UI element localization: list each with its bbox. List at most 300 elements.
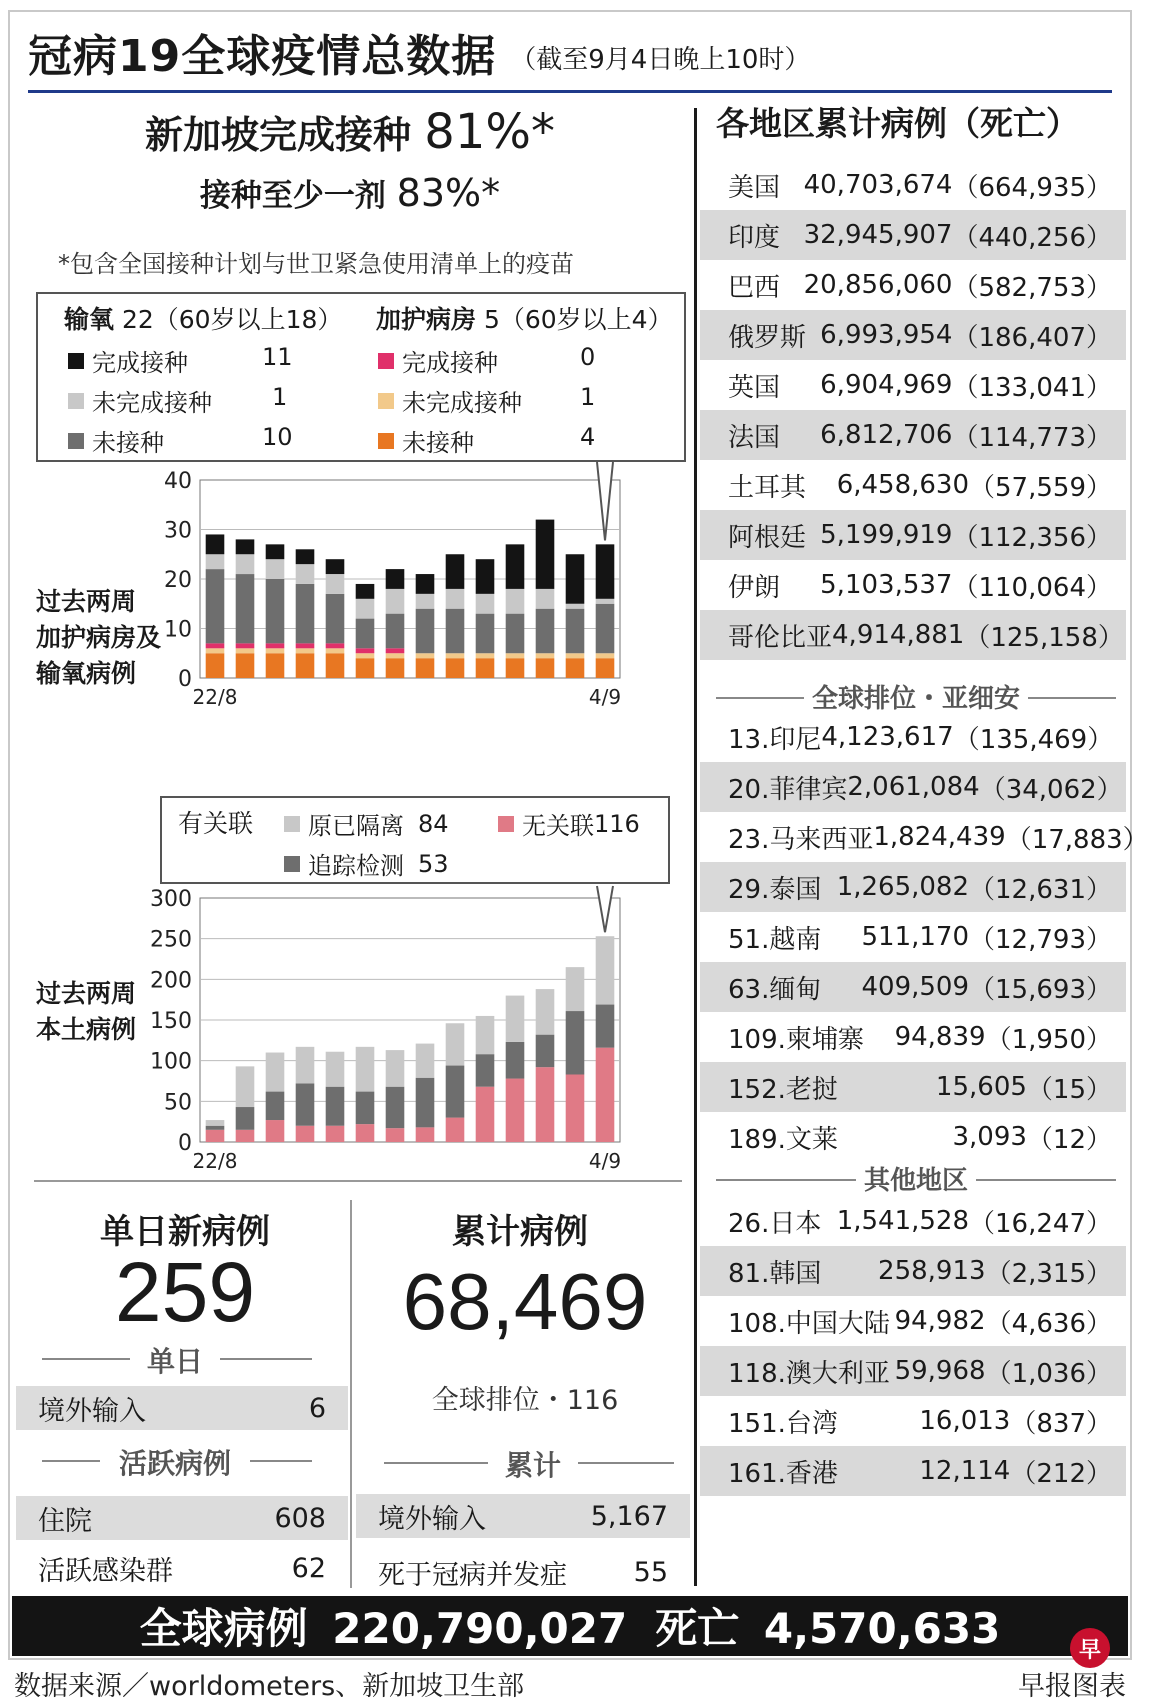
country-deaths: （12） [1026, 1124, 1112, 1155]
icu-legend-item [378, 423, 474, 458]
y-tick-label: 10 [164, 617, 192, 643]
vaccination-atleast-value: 83%* [396, 171, 501, 215]
bar-segment [236, 1130, 255, 1142]
country-deaths: （15） [1026, 1074, 1112, 1105]
y-tick-label: 0 [178, 667, 192, 692]
country-name: 118.澳大利亚 [728, 1358, 890, 1389]
country-name: 13.印尼 [728, 724, 822, 755]
country-deaths: （664,935） [952, 172, 1112, 203]
bar-segment [296, 564, 315, 584]
unlinked-legend-item [498, 806, 640, 841]
bar-segment [386, 653, 405, 658]
bar-segment [356, 653, 375, 658]
bar-segment [386, 1087, 405, 1128]
country-cases: 6,904,969 [820, 370, 953, 400]
local-chart [150, 886, 680, 1173]
row-value: 55 [633, 1556, 668, 1588]
country-name: 法国 [728, 422, 781, 453]
cumulative-section-head: 累计 [504, 1449, 561, 1482]
bar-segment [416, 1078, 435, 1128]
stats-divider [34, 1180, 682, 1182]
country-row [700, 1246, 1126, 1296]
bar-segment [506, 996, 525, 1042]
oxygen-detail: 22（60岁以上18） [121, 305, 343, 334]
bar-segment [536, 609, 555, 654]
legend-label: 未接种 [92, 429, 164, 457]
legend-swatch [284, 856, 300, 872]
bar-segment [416, 1127, 435, 1142]
country-name: 151.台湾 [728, 1408, 838, 1439]
y-tick-label: 40 [164, 469, 192, 494]
country-deaths: （135,469） [953, 724, 1114, 755]
bar-segment [506, 614, 525, 654]
asean-separator-text: 全球排位・亚细安 [804, 684, 1028, 714]
bar-segment [386, 614, 405, 649]
bar-segment [416, 658, 435, 678]
bar-segment [206, 1130, 225, 1142]
bar-segment [566, 653, 585, 658]
global-deaths-label: 死亡 [655, 1604, 740, 1653]
bar-segment [566, 554, 585, 604]
bar-segment [266, 579, 285, 643]
country-row [700, 310, 1126, 360]
country-cases: 1,824,439 [873, 822, 1006, 852]
country-row [700, 260, 1126, 310]
row-label: 境外输入 [38, 1395, 146, 1427]
hospital-row [16, 1496, 348, 1540]
country-name: 161.香港 [728, 1458, 838, 1489]
legend-value: 1 [580, 383, 596, 411]
vaccination-note: *包含全国接种计划与世卫紧急使用清单上的疫苗 [58, 250, 574, 278]
vaccination-full-value: 81%* [424, 104, 555, 160]
bar-segment [476, 1087, 495, 1142]
country-row [700, 410, 1126, 460]
country-deaths: （2,315） [985, 1258, 1112, 1289]
clusters-row [16, 1546, 348, 1590]
legend-value: 116 [594, 809, 640, 838]
y-tick-label: 150 [150, 1009, 192, 1034]
bar-segment [536, 989, 555, 1035]
country-name: 印度 [728, 222, 781, 253]
icu-legend-head [376, 300, 673, 336]
cumulative-rank: 全球排位・116 [431, 1385, 619, 1416]
section-line [42, 1460, 100, 1462]
bar-segment [356, 619, 375, 649]
bar-segment [566, 604, 585, 609]
country-name: 英国 [728, 372, 781, 403]
y-tick-label: 100 [150, 1049, 192, 1075]
bar-segment [266, 559, 285, 579]
x-tick-label: 4/9 [588, 1149, 622, 1173]
legend-value: 4 [580, 423, 596, 451]
country-cases: 1,265,082 [836, 872, 970, 902]
oxygen-legend-item [68, 343, 188, 378]
legend-label: 未接种 [402, 429, 474, 457]
daily-section-head: 单日 [146, 1345, 203, 1378]
country-cases: 409,509 [861, 972, 970, 1002]
country-name: 美国 [728, 172, 781, 203]
country-row [700, 712, 1126, 762]
bar-segment [236, 554, 255, 574]
country-row [700, 1062, 1126, 1112]
country-cases: 258,913 [878, 1256, 986, 1286]
bar-segment [596, 1005, 615, 1048]
bar-segment [356, 648, 375, 653]
bar-segment [446, 609, 465, 654]
bar-segment [536, 520, 555, 589]
bar-segment [536, 1067, 555, 1142]
country-deaths: （186,407） [952, 322, 1112, 353]
bar-segment [356, 584, 375, 599]
country-row [700, 510, 1126, 560]
legend-label: 原已隔离 [308, 812, 404, 840]
bar-segment [236, 653, 255, 678]
graphic-credit: 早报图表 [1018, 1671, 1126, 1702]
daily-value: 259 [114, 1245, 256, 1339]
country-name: 29.泰国 [728, 874, 822, 905]
oxygen-legend-item [68, 383, 212, 418]
bar-segment [476, 653, 495, 658]
bar-segment [476, 1016, 495, 1054]
country-name: 土耳其 [728, 472, 807, 503]
traced-legend-item [284, 846, 449, 881]
y-tick-label: 50 [164, 1090, 192, 1116]
row-value: 6 [308, 1392, 326, 1424]
row-value: 62 [291, 1552, 326, 1584]
bar-segment [206, 653, 225, 678]
bar-segment [476, 658, 495, 678]
bar-segment [446, 658, 465, 678]
row-value: 5,167 [590, 1500, 668, 1532]
bar-segment [326, 1052, 345, 1087]
legend-swatch [378, 353, 394, 369]
country-cases: 511,170 [861, 922, 970, 952]
global-deaths-value: 4,570,633 [763, 1604, 1001, 1653]
bar-segment [476, 559, 495, 594]
bar-segment [506, 658, 525, 678]
legend-swatch [68, 393, 84, 409]
callout-pointer [597, 462, 613, 540]
bar-segment [296, 549, 315, 564]
legend-swatch [284, 816, 300, 832]
bar-segment [296, 1083, 315, 1125]
bar-segment [266, 544, 285, 559]
country-cases: 5,199,919 [820, 520, 953, 550]
bar-segment [236, 1066, 255, 1107]
vaccination-atleast-label: 接种至少一剂 [199, 178, 386, 214]
country-deaths: （4,636） [985, 1308, 1112, 1339]
bar-segment [416, 609, 435, 654]
country-row [700, 460, 1126, 510]
bar-segment [446, 554, 465, 589]
country-cases: 12,114 [919, 1456, 1011, 1486]
bar-segment [356, 1092, 375, 1125]
bar-segment [386, 658, 405, 678]
bar-segment [476, 614, 495, 654]
bar-segment [266, 1053, 285, 1092]
bar-segment [446, 1023, 465, 1065]
country-cases: 5,103,537 [820, 570, 953, 600]
country-cases: 15,605 [935, 1072, 1027, 1102]
bar-segment [416, 594, 435, 609]
bar-segment [386, 569, 405, 589]
country-deaths: （440,256） [952, 222, 1112, 253]
country-deaths: （133,041） [952, 372, 1112, 403]
zaobao-logo: 早 [1070, 1628, 1110, 1668]
bar-segment [326, 1087, 345, 1126]
global-totals-bar [12, 1596, 1128, 1656]
country-cases: 40,703,674 [803, 170, 953, 200]
legend-label: 未完成接种 [402, 389, 522, 417]
bar-segment [206, 554, 225, 569]
bar-segment [536, 658, 555, 678]
row-value: 608 [274, 1502, 326, 1534]
country-row [700, 812, 1149, 862]
country-cases: 6,993,954 [820, 320, 953, 350]
legend-swatch [378, 393, 394, 409]
linked-label: 有关联 [178, 809, 254, 838]
country-deaths: （114,773） [952, 422, 1112, 453]
oxygen-legend-item [68, 423, 164, 458]
country-row [700, 1196, 1126, 1246]
vaccination-full-label: 新加坡完成接种 [145, 113, 412, 157]
country-name: 81.韩国 [728, 1258, 822, 1289]
row-label: 住院 [38, 1505, 92, 1537]
icu-detail: 5（60岁以上4） [483, 305, 673, 334]
country-name: 哥伦比亚 [728, 622, 833, 653]
bar-segment [566, 1074, 585, 1142]
bar-segment [356, 1047, 375, 1092]
bar-segment [536, 589, 555, 609]
bar-segment [536, 653, 555, 658]
country-name: 109.柬埔寨 [728, 1024, 864, 1055]
vaccination-atleast [0, 170, 700, 215]
deaths-row [356, 1550, 690, 1594]
country-row [700, 1012, 1126, 1062]
bar-segment [206, 648, 225, 653]
bar-segment [206, 643, 225, 648]
legend-value: 1 [272, 383, 288, 411]
bar-segment [206, 1126, 225, 1130]
cumulative-imported-row [356, 1494, 690, 1538]
country-deaths: （1,036） [985, 1358, 1112, 1389]
global-cases-value: 220,790,027 [332, 1604, 628, 1653]
bar-segment [506, 653, 525, 658]
quarantined-legend-item [284, 806, 449, 841]
bar-segment [446, 1066, 465, 1118]
bar-segment [356, 658, 375, 678]
bar-segment [596, 653, 615, 658]
icu-head: 加护病房 [376, 305, 477, 334]
bar-segment [206, 569, 225, 643]
bar-segment [326, 648, 345, 653]
country-deaths: （125,158） [964, 622, 1124, 653]
bar-segment [416, 1044, 435, 1078]
row-label: 境外输入 [378, 1503, 486, 1535]
global-cases [140, 1596, 628, 1656]
bar-segment [326, 653, 345, 678]
oxygen-head: 输氧 [64, 305, 115, 334]
icu-legend-item [378, 383, 522, 418]
legend-label: 完成接种 [402, 349, 498, 377]
bar-segment [236, 648, 255, 653]
country-name: 巴西 [728, 272, 781, 303]
bar-segment [536, 1035, 555, 1068]
country-name: 阿根廷 [728, 522, 807, 553]
country-row [700, 160, 1126, 210]
cumulative-value: 68,469 [402, 1257, 648, 1346]
bar-segment [446, 589, 465, 609]
section-line [42, 1358, 130, 1360]
chart-label-line: 输氧病例 [36, 659, 137, 688]
country-deaths: （12,793） [969, 924, 1112, 955]
chart-label-line: 过去两周 [36, 979, 137, 1008]
legend-swatch [378, 433, 394, 449]
country-row [700, 912, 1126, 962]
row-label: 活跃感染群 [38, 1555, 173, 1587]
bar-segment [596, 544, 615, 598]
country-cases: 2,061,084 [847, 772, 980, 802]
legend-label: 追踪检测 [308, 852, 404, 880]
country-deaths: （112,356） [952, 522, 1112, 553]
country-row [700, 1112, 1126, 1162]
country-row [700, 610, 1126, 660]
asean-separator [716, 678, 1116, 715]
legend-label: 完成接种 [92, 349, 188, 377]
icu-legend-item [378, 343, 498, 378]
legend-value: 84 [418, 809, 449, 838]
section-line [220, 1358, 312, 1360]
country-name: 23.马来西亚 [728, 824, 874, 855]
country-deaths: （1,950） [985, 1024, 1112, 1055]
y-tick-label: 20 [164, 568, 192, 593]
bar-segment [596, 1048, 615, 1142]
bar-segment [326, 1126, 345, 1142]
bar-segment [386, 1128, 405, 1142]
country-deaths: （212） [1010, 1458, 1112, 1489]
bar-segment [296, 643, 315, 648]
country-row [700, 360, 1126, 410]
country-cases: 4,914,881 [832, 620, 965, 650]
stats-column-divider [350, 1200, 352, 1588]
legend-label: 无关联 [522, 812, 594, 840]
y-tick-label: 0 [178, 1131, 192, 1156]
bar-segment [506, 544, 525, 589]
title-rule [28, 90, 1112, 93]
bar-segment [506, 1079, 525, 1142]
global-deaths [655, 1596, 1000, 1656]
bar-segment [566, 658, 585, 678]
x-tick-label: 22/8 [192, 1149, 238, 1173]
bar-segment [326, 643, 345, 648]
country-row [700, 862, 1126, 912]
country-name: 俄罗斯 [728, 322, 807, 353]
country-name: 152.老挝 [728, 1074, 838, 1105]
bar-segment [596, 658, 615, 678]
data-source: 数据来源／worldometers、新加坡卫生部 [14, 1671, 525, 1702]
bar-segment [416, 574, 435, 594]
country-cases: 94,982 [894, 1306, 986, 1336]
bar-segment [416, 653, 435, 658]
country-cases: 4,123,617 [821, 722, 954, 752]
bar-segment [296, 584, 315, 643]
country-cases: 20,856,060 [803, 270, 953, 300]
bar-segment [566, 1011, 585, 1074]
country-deaths: （34,062） [979, 774, 1123, 805]
country-cases: 94,839 [894, 1022, 986, 1052]
bar-segment [266, 653, 285, 678]
legend-value: 11 [262, 343, 293, 371]
bar-segment [566, 609, 585, 654]
country-cases: 6,458,630 [836, 470, 970, 500]
local-chart-label [36, 976, 136, 1048]
country-deaths: （15,693） [969, 974, 1112, 1005]
bar-segment [236, 539, 255, 554]
bar-segment [206, 1120, 225, 1126]
y-tick-label: 200 [150, 968, 192, 994]
legend-value: 0 [580, 343, 596, 371]
other-separator-text: 其他地区 [856, 1166, 976, 1196]
page-subtitle: （截至9月4日晚上10时） [510, 45, 811, 75]
bar-segment [266, 1092, 285, 1120]
country-cases: 59,968 [894, 1356, 986, 1386]
icu-chart-label [36, 584, 161, 692]
bar-segment [476, 594, 495, 614]
x-tick-label: 22/8 [192, 685, 238, 709]
daily-imported-row [16, 1386, 348, 1430]
bar-segment [596, 604, 615, 654]
bar-segment [476, 1054, 495, 1087]
bar-segment [266, 1120, 285, 1142]
country-row [700, 762, 1126, 812]
bar-segment [326, 559, 345, 574]
country-deaths: （582,753） [952, 272, 1112, 303]
bar-segment [356, 1124, 375, 1142]
country-name: 伊朗 [728, 572, 781, 603]
bar-segment [266, 643, 285, 648]
country-name: 51.越南 [728, 924, 822, 955]
country-row [700, 560, 1126, 610]
country-cases: 6,812,706 [820, 420, 953, 450]
country-row [700, 1296, 1126, 1346]
chart-label-line: 本土病例 [36, 1015, 137, 1044]
y-tick-label: 250 [150, 927, 192, 953]
country-cases: 16,013 [919, 1406, 1011, 1436]
country-deaths: （110,064） [952, 572, 1112, 603]
legend-value: 10 [262, 423, 293, 451]
bar-segment [266, 648, 285, 653]
bar-segment [386, 1050, 405, 1087]
legend-swatch [498, 816, 514, 832]
bar-segment [566, 967, 585, 1011]
bar-segment [506, 1042, 525, 1079]
bar-segment [296, 1126, 315, 1142]
bar-segment [596, 936, 615, 1004]
country-deaths: （17,883） [1005, 824, 1149, 855]
bar-segment [236, 574, 255, 643]
chart-label-line: 加护病房及 [36, 623, 162, 652]
section-line [250, 1460, 312, 1462]
bar-segment [236, 1107, 255, 1130]
regions-title: 各地区累计病例（死亡） [716, 104, 1079, 143]
country-cases: 3,093 [952, 1122, 1027, 1152]
title-bar [28, 22, 810, 84]
chart-label-line: 过去两周 [36, 587, 137, 616]
country-cases: 32,945,907 [803, 220, 953, 250]
y-tick-label: 300 [150, 887, 192, 912]
country-name: 108.中国大陆 [728, 1308, 890, 1339]
country-name: 63.缅甸 [728, 974, 822, 1005]
